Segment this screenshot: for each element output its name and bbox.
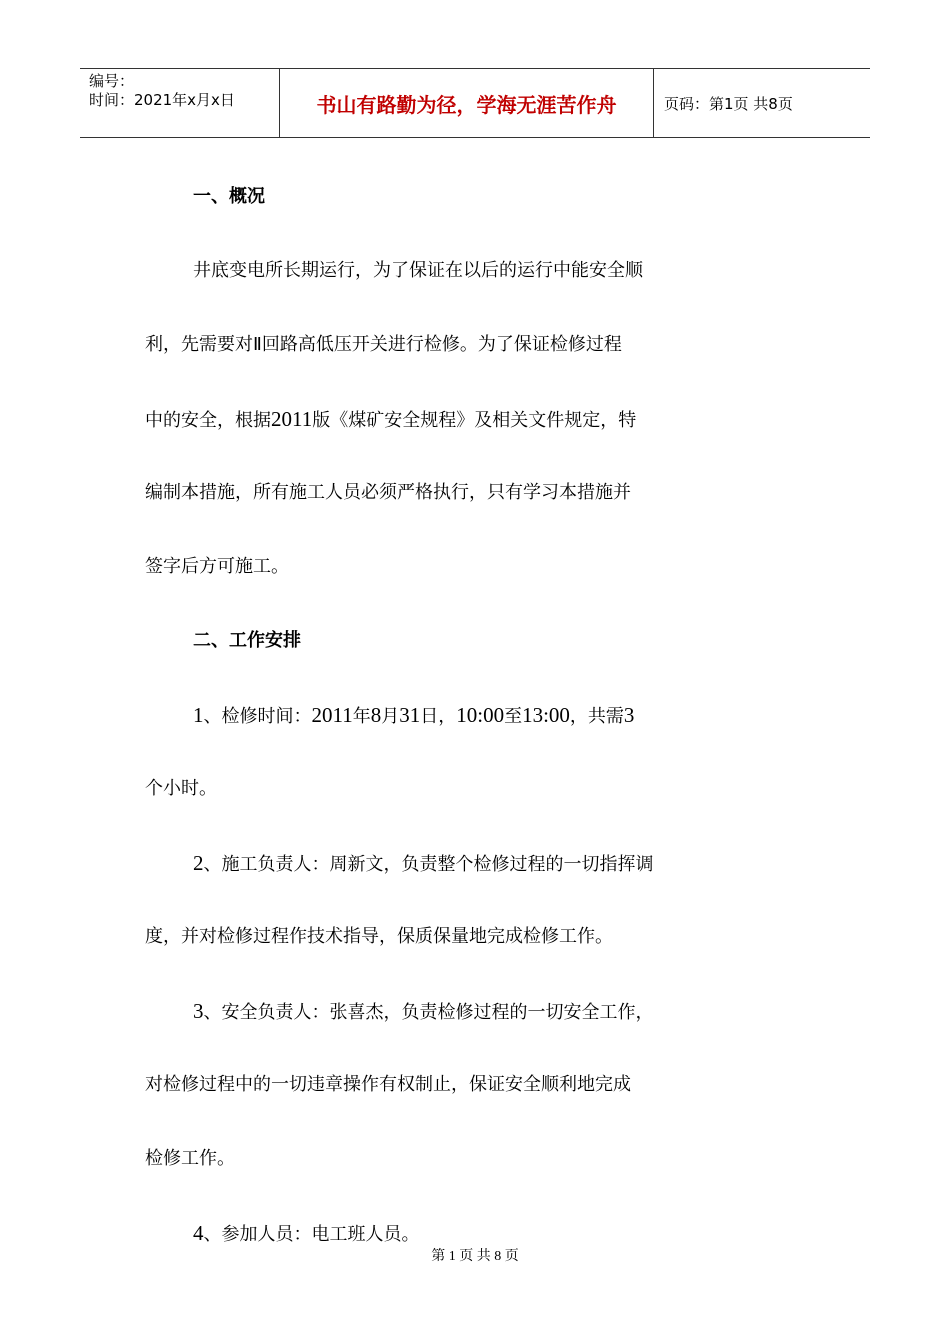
paragraph-line: 度，并对检修过程作技术指导，保质保量地完成检修工作。 [145,926,613,947]
section-heading: 一、概况 [193,186,265,207]
header-page-info: 页码：第1页 共8页 [664,94,793,113]
paragraph-line: 签字后方可施工。 [145,556,289,577]
paragraph-line: 3、安全负责人：张喜杰，负责检修过程的一切安全工作， [193,999,654,1023]
paragraph-line: 井底变电所长期运行，为了保证在以后的运行中能安全顺 [193,260,643,281]
paragraph-line: 个小时。 [145,778,217,799]
paragraph-line: 4、参加人员：电工班人员。 [193,1221,420,1245]
time-label: 时间：2021年x月x日 [89,91,235,109]
number-label: 编号： [89,72,135,90]
paragraph-line: 检修工作。 [145,1148,235,1169]
document-body [145,160,805,1270]
paragraph-line: 中的安全，根据2011版《煤矿安全规程》及相关文件规定，特 [145,407,637,431]
document-header [80,68,870,138]
header-motto: 书山有路勤为径，学海无涯苦作舟 [280,69,654,137]
paragraph-line: 2、施工负责人：周新文，负责整个检修过程的一切指挥调 [193,851,654,875]
paragraph-line: 利，先需要对Ⅱ回路高低压开关进行检修。为了保证检修过程 [145,334,622,355]
section-heading: 二、工作安排 [193,630,301,651]
paragraph-line: 1、检修时间：2011年8月31日，10:00至13:00，共需3 [193,703,635,727]
paragraph-line: 编制本措施，所有施工人员必须严格执行，只有学习本措施并 [145,482,631,503]
header-meta-cell [80,69,280,137]
page-footer: 第 1 页 共 8 页 [431,1249,519,1264]
paragraph-line: 对检修过程中的一切违章操作有权制止，保证安全顺利地完成 [145,1074,631,1095]
